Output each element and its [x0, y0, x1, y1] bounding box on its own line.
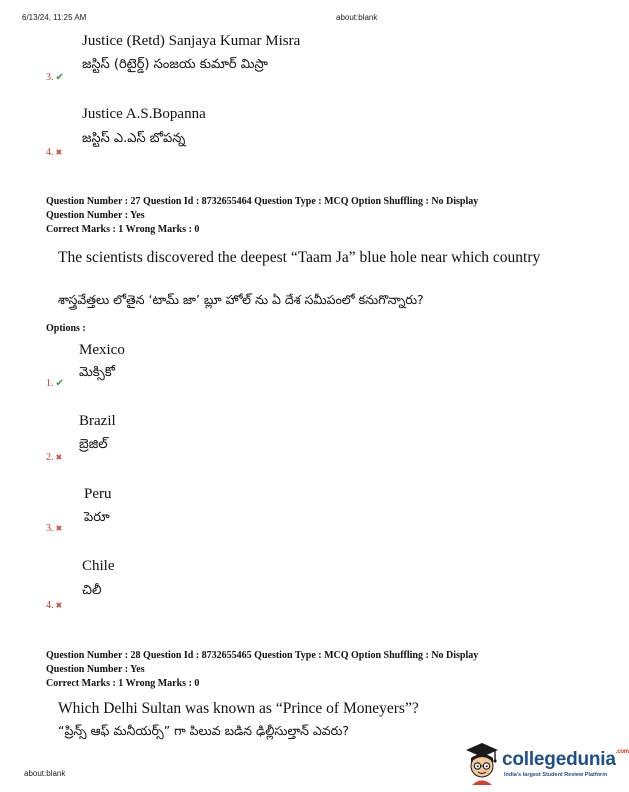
logo-wordmark — [502, 749, 629, 771]
q27-option-4-telugu: చిలీ — [82, 583, 102, 598]
logo-tagline: India's largest Student Review Platform — [504, 772, 608, 778]
print-footer-url: about:blank — [24, 769, 66, 778]
q27-option-2-telugu: బ్రెజిల్ — [79, 437, 108, 452]
q28-meta-line-1: Question Number : 28 Question Id : 8732655465 Question Type : MCQ Option Shuffling : No Display — [46, 650, 479, 661]
prev-option-4-number — [46, 147, 62, 158]
logo-name: collegedunia — [502, 749, 616, 770]
q27-option-1-telugu: మెక్సికో — [79, 365, 115, 380]
wrong-cross-icon: ✖ — [55, 601, 63, 610]
q27-text-english: The scientists discovered the deepest “Taam Ja” blue hole near which country — [58, 249, 541, 266]
correct-check-icon: ✔ — [55, 72, 64, 83]
wrong-cross-icon: ✖ — [55, 148, 63, 157]
correct-check-icon: ✔ — [55, 378, 64, 389]
q28-meta-line-2: Question Number : Yes — [46, 664, 145, 675]
q27-meta-line-2: Question Number : Yes — [46, 210, 145, 221]
q27-option-4-number — [46, 600, 62, 611]
q27-option-1-number — [46, 378, 64, 389]
q27-meta-line-3: Correct Marks : 1 Wrong Marks : 0 — [46, 224, 200, 235]
option-number-label: 4. — [46, 600, 54, 611]
q28-text-telugu: “ప్రిన్స్ ఆఫ్ మనీయర్స్” గా పిలువ బడిన ఢిల్లీసుల్తాన్ ఎవరు? — [58, 723, 350, 738]
option-number-label: 4. — [46, 147, 54, 158]
prev-option-3-telugu: జస్టిస్ (రిటైర్డ్) సంజయ కుమార్ మిస్రా — [82, 57, 268, 72]
q27-text-telugu: శాస్త్రవేత్తలు లోతైన ‘టామ్ జా’ బ్లూ హోల్ ను ఏ దేశ సమీపంలో కనుగొన్నారు? — [58, 292, 424, 307]
prev-option-4-english: Justice A.S.Bopanna — [82, 106, 206, 122]
mascot-icon — [462, 740, 502, 786]
q27-options-label: Options : — [46, 323, 86, 334]
q27-option-4-english: Chile — [82, 558, 115, 574]
q27-option-2-english: Brazil — [79, 413, 116, 429]
prev-option-3-english: Justice (Retd) Sanjaya Kumar Misra — [82, 33, 301, 49]
option-number-label: 1. — [46, 378, 54, 389]
q27-option-1-english: Mexico — [79, 342, 125, 358]
option-number-label: 3. — [46, 72, 54, 83]
q28-meta-line-3: Correct Marks : 1 Wrong Marks : 0 — [46, 678, 200, 689]
print-datetime: 6/13/24, 11:25 AM — [22, 13, 87, 22]
q27-option-3-english: Peru — [84, 486, 112, 502]
option-number-label: 2. — [46, 452, 54, 463]
prev-option-3-number — [46, 72, 64, 83]
q27-option-3-number — [46, 523, 62, 534]
collegedunia-logo — [462, 740, 629, 788]
prev-option-4-telugu: జస్టిస్ ఎ.ఎస్ బోపన్న — [82, 131, 186, 146]
wrong-cross-icon: ✖ — [55, 524, 63, 533]
print-page-title: about:blank — [336, 13, 378, 22]
q27-option-3-telugu: పెరూ — [84, 510, 110, 525]
q27-option-2-number — [46, 452, 62, 463]
q27-meta-line-1: Question Number : 27 Question Id : 8732655464 Question Type : MCQ Option Shuffling : No Display — [46, 196, 479, 207]
option-number-label: 3. — [46, 523, 54, 534]
wrong-cross-icon: ✖ — [55, 453, 63, 462]
logo-suffix: .com — [615, 749, 629, 755]
q28-text-english: Which Delhi Sultan was known as “Prince of Moneyers”? — [58, 700, 419, 717]
